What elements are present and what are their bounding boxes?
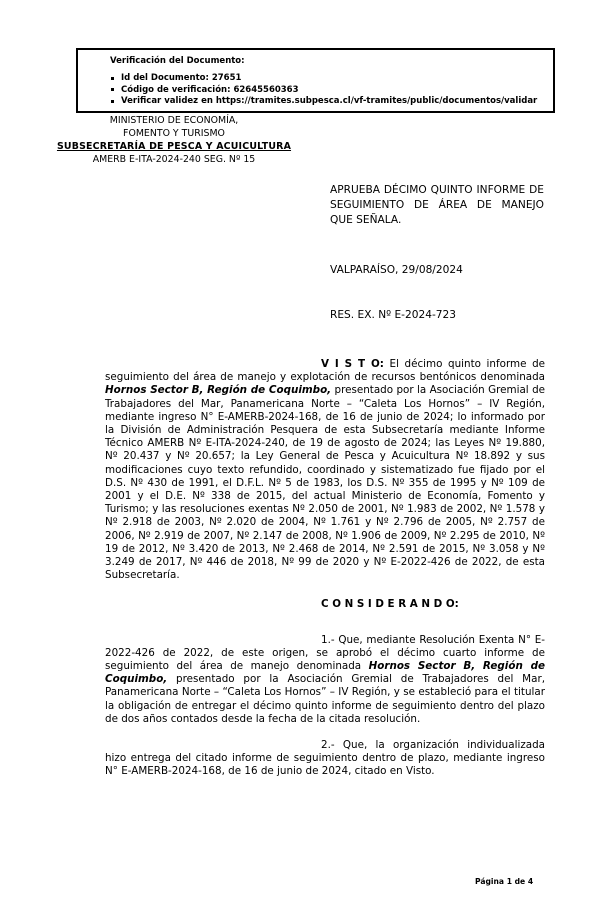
place-and-date: VALPARAÍSO, 29/08/2024 [330, 264, 463, 276]
verification-item-url: Verificar validez en https://tramites.subpesca.cl/vf-tramites/public/documentos/validar [110, 96, 547, 106]
letterhead [38, 114, 310, 166]
considerando-heading-paragraph [105, 598, 545, 611]
visto-paragraph [105, 358, 545, 582]
ministry-line2: FOMENTO Y TURISMO [123, 128, 225, 139]
visto-heading: V I S T O: [321, 358, 384, 370]
visto-text-2: presentado por la Asociación Gremial de Trabajadores del Mar, Panamericana Norte – “Caleta Los Hornos” – IV Región, mediante ingreso N° E-AMERB-2024-168, de 16 de junio de 2024; lo informado por la División de Administración Pesquera de esta Subsecretaría mediante Informe Técnico AMERB Nº E-ITA-2024-240, de 19 de agosto de 2024; las Leyes Nº 19.880, Nº 20.437 y Nº 20.657; la Ley General de Pesca y Acuicultura Nº 18.892 y sus modificaciones cuyo texto refundido, coordinado y sistematizado fue fijado por el D.S. Nº 430 de 1991, el D.F.L. Nº 5 de 1983, los D.S. Nº 355 de 1995 y Nº 109 de 2001 y el D.E. Nº 338 de 2015, del actual Ministerio de Economía, Fomento y Turismo; y las resoluciones exentas Nº 2.050 de 2001, Nº 1.983 de 2002, Nº 1.578 y Nº 2.918 de 2003, Nº 2.020 de 2004, Nº 1.761 y Nº 2.796 de 2005, Nº 2.757 de 2006, Nº 2.919 de 2007, Nº 2.147 de 2008, Nº 1.906 de 2009, Nº 2.295 de 2010, Nº 19 de 2012, Nº 3.420 de 2013, Nº 2.468 de 2014, Nº 2.591 de 2015, Nº 3.058 y Nº 3.249 de 2017, Nº 446 de 2018, Nº 99 de 2020 y Nº E-2022-426 de 2022, de esta Subsecretaría. [105, 384, 545, 582]
considerando-1-area-name: Hornos Sector B, Región de Coquimbo, [105, 660, 545, 686]
considerando-paragraph-2: 2.- Que, la organización individualizada hizo entrega del citado informe de seguimiento dentro de plazo, mediante ingreso N° E-AMERB-2024-168, de 16 de junio de 2024, citado en Visto. [105, 739, 545, 778]
resolution-number: RES. EX. Nº E-2024-723 [330, 309, 457, 321]
considerando-heading: C O N S I D E R A N D O: [321, 598, 459, 611]
resolution-title: APRUEBA DÉCIMO QUINTO INFORME DE SEGUIMIENTO DE ÁREA DE MANEJO QUE SEÑALA. [330, 184, 544, 226]
verification-item-code: Código de verificación: 62645560363 [110, 85, 547, 95]
document-body [105, 358, 545, 779]
considerando-1-text-2: presentado por la Asociación Gremial de Trabajadores del Mar, Panamericana Norte – “Caleta Los Hornos” – IV Región, y se estableció para el titular la obligación de entregar el décimo quinto informe de seguimiento dentro del plazo de dos años contados desde la fecha de la citada resolución. [105, 673, 545, 725]
verification-item-document-id: Id del Documento: 27651 [110, 73, 547, 83]
considerando-paragraph-1 [105, 634, 545, 726]
verification-list [110, 73, 547, 106]
subsecretaria-line: SUBSECRETARÍA DE PESCA Y ACUICULTURA [56, 141, 292, 152]
considerando-1-text-1: 1.- Que, mediante Resolución Exenta N° E-2022-426 de 2022, de este origen, se aprobó el décimo cuarto informe de seguimiento del área de manejo denominada [105, 633, 545, 673]
verification-title: Verificación del Documento: [110, 56, 245, 66]
visto-text-1: El décimo quinto informe de seguimiento del área de manejo y explotación de recursos bentónicos denominada [105, 358, 545, 384]
document-reference: AMERB E-ITA-2024-240 SEG. Nº 15 [92, 154, 256, 165]
ministry-line1: MINISTERIO DE ECONOMÍA, [109, 115, 239, 126]
page-number-label: Página 1 de 4 [475, 877, 534, 886]
visto-area-name: Hornos Sector B, Región de Coquimbo, [105, 384, 332, 397]
verification-box [76, 48, 555, 113]
